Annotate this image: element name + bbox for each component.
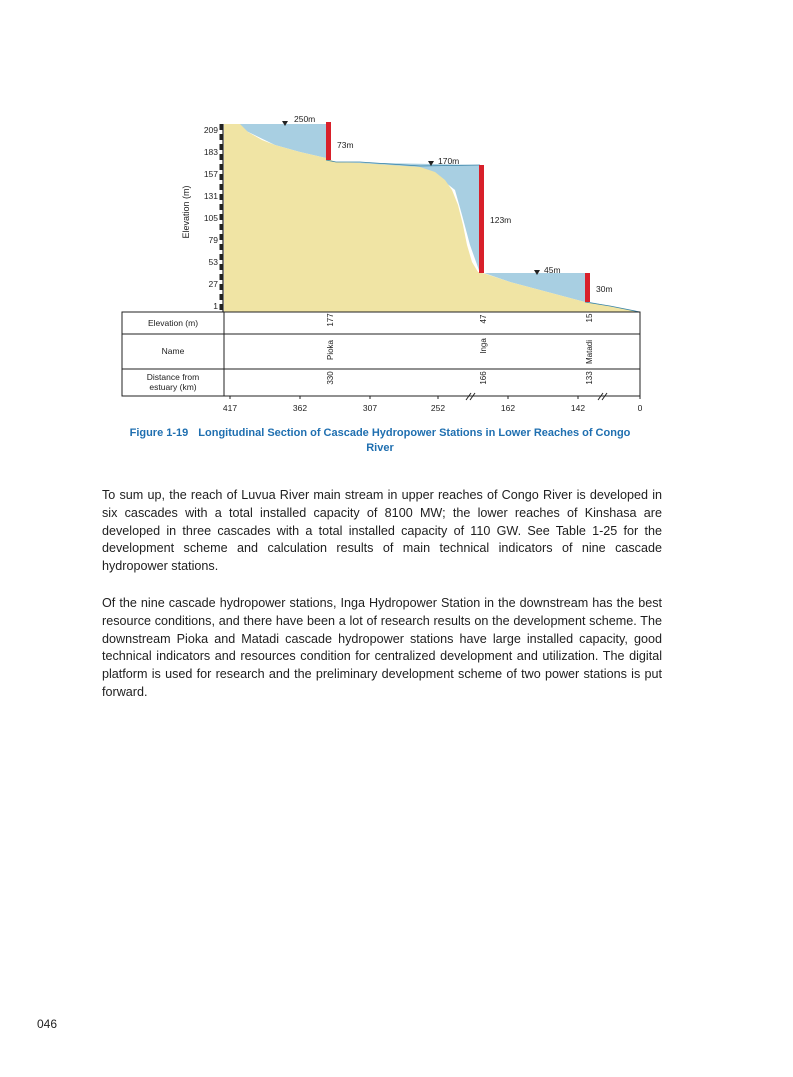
y-axis-label: Elevation (m) [181, 185, 191, 239]
reach-length-label: 45m [544, 265, 561, 275]
station-distance: 166 [479, 371, 488, 385]
row-label-name: Name [161, 346, 185, 356]
pioka-dam [326, 122, 331, 160]
station-distance: 330 [326, 371, 335, 385]
y-tick-label: 183 [203, 147, 218, 157]
x-tick-label: 417 [222, 403, 238, 413]
station-elevation: 47 [479, 314, 488, 324]
reach-length-label: 250m [294, 114, 316, 124]
x-tick-label: 362 [292, 403, 308, 413]
y-tick-label: 1 [213, 301, 218, 311]
station-distance: 133 [585, 371, 594, 385]
y-tick-label: 79 [208, 235, 218, 245]
station-table [122, 312, 640, 396]
row-label-elevation: Elevation (m) [147, 318, 199, 328]
matadi-dam [585, 273, 590, 302]
page-number: 046 [37, 1017, 58, 1031]
row-label-distance: Distance from [146, 372, 200, 382]
y-tick-label: 105 [203, 213, 218, 223]
figure-title: Longitudinal Section of Cascade Hydropower Stations in Lower Reaches of Congo River [198, 427, 631, 454]
y-tick-label: 209 [203, 125, 218, 135]
y-tick-label: 27 [208, 279, 218, 289]
x-tick-label: 307 [362, 403, 378, 413]
head-label: 73m [337, 140, 354, 150]
x-tick-labels [223, 403, 643, 413]
y-tick-labels [204, 125, 218, 311]
paragraph: Of the nine cascade hydropower stations, Inga Hydropower Station in the downstream has the best resource conditions, and there have been a lot of research results on the development scheme. The downstream Pioka and Matadi cascade hydropower stations have large installed capacity, good technical indicators and resources condition for centralized development and utilization. The digital platform is used for research and the preliminary development scheme of two power stations is put forward. [102, 596, 662, 699]
x-tick-label: 0 [637, 403, 643, 413]
paragraph: To sum up, the reach of Luvua River main stream in upper reaches of Congo River is developed in six cascades with a total installed capacity of 8100 MW; the lower reaches of Kinshasa are developed in three cascades with a total installed capacity of 110 GW. See Table 1-25 for the development scheme and calculation results of main technical indicators of nine cascade hydropower stations. [102, 488, 662, 574]
row-label-distance-unit: estuary (km) [149, 382, 197, 392]
figure-number: Figure 1-19 [129, 427, 189, 439]
station-name: Inga [479, 338, 488, 354]
station-name: Pioka [326, 339, 335, 361]
longitudinal-section-figure [0, 0, 793, 470]
reach-length-label: 170m [438, 156, 460, 166]
station-elevation: 15 [585, 313, 594, 323]
y-tick-label: 131 [203, 191, 218, 201]
y-tick-label: 157 [203, 169, 218, 179]
x-tick-label: 142 [570, 403, 586, 413]
inga-dam [479, 165, 484, 273]
station-elevation: 177 [326, 313, 335, 327]
station-name: Matadi [585, 339, 594, 365]
head-label: 123m [490, 215, 512, 225]
head-label: 30m [596, 284, 613, 294]
x-tick-label: 252 [430, 403, 446, 413]
x-tick-label: 162 [500, 403, 516, 413]
figure-caption [120, 426, 640, 456]
y-tick-label: 53 [208, 257, 218, 267]
